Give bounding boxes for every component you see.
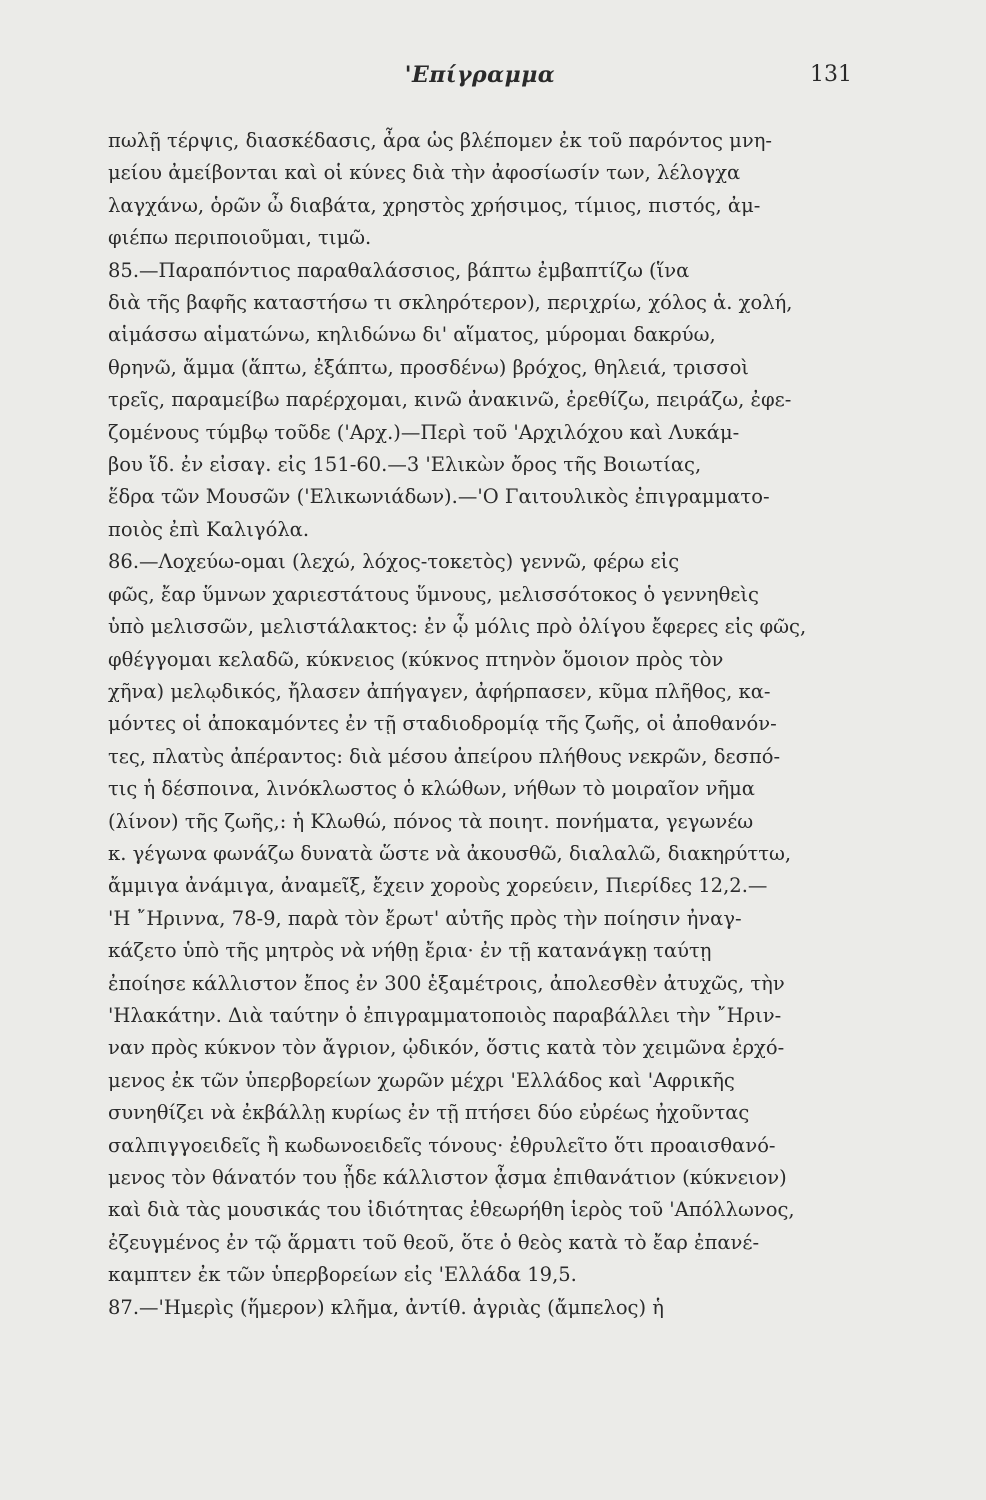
- text-line: ἐποίησε κάλλιστον ἔπος ἐν 300 ἑξαμέτροις, ἀπολεσθὲν ἀτυχῶς, τὴν: [108, 971, 785, 995]
- page-number: 131: [810, 62, 852, 87]
- text-line: ἕδρα τῶν Μουσῶν ('Ελικωνιάδων).—'Ο Γαιτουλικὸς ἐπιγραμματο-: [108, 485, 770, 509]
- text-line: αἱμάσσω αἱματώνω, κηλιδώνω δι' αἵματος, μύρομαι δακρύω,: [108, 323, 716, 347]
- text-line: κάζετο ὑπὸ τῆς μητρὸς νὰ νήθῃ ἔρια· ἐν τῇ κατανάγκῃ ταύτῃ: [108, 939, 712, 963]
- text-line: μενος ἐκ τῶν ὑπερβορείων χωρῶν μέχρι 'Ελλάδος καὶ 'Αφρικῆς: [108, 1068, 735, 1092]
- section-start-line: 86.—Λοχεύω-ομαι (λεχώ, λόχος-τοκετὸς) γεννῶ, φέρω εἰς: [108, 550, 680, 574]
- text-line: τρεῖς, παραμείβω παρέρχομαι, κινῶ ἀνακινῶ, ἐρεθίζω, πειράζω, ἐφε-: [108, 388, 792, 412]
- text-line: μενος τὸν θάνατόν του ᾖδε κάλλιστον ᾆσμα ἐπιθανάτιον (κύκνειον): [108, 1166, 787, 1189]
- text-line: ζομένους τύμβῳ τοῦδε ('Αρχ.)—Περὶ τοῦ 'Αρχιλόχου καὶ Λυκάμ-: [108, 420, 740, 444]
- text-line: βου ἴδ. ἐν εἰσαγ. εἰς 151-60.—3 'Ελικὼν ὄρος τῆς Βοιωτίας,: [108, 453, 702, 477]
- text-line: 'Ηλακάτην. Διὰ ταύτην ὁ ἐπιγραμματοποιὸς παραβάλλει τὴν ῎Ηριν-: [108, 1003, 782, 1027]
- text-line: φῶς, ἔαρ ὕμνων χαριεστάτους ὕμνους, μελισσότοκος ὁ γεννηθεὶς: [108, 582, 759, 606]
- text-line: φιέπω περιποιοῦμαι, τιμῶ.: [108, 226, 372, 250]
- text-line: συνηθίζει νὰ ἐκβάλλῃ κυρίως ἐν τῇ πτήσει δύο εὐρέως ἠχοῦντας: [108, 1101, 750, 1125]
- text-line: κ. γέγωνα φωνάζω δυνατὰ ὥστε νὰ ἀκουσθῶ, διαλαλῶ, διακηρύττω,: [108, 841, 792, 865]
- text-line: ἐζευγμένος ἐν τῷ ἅρματι τοῦ θεοῦ, ὅτε ὁ θεὸς κατὰ τὸ ἔαρ ἐπανέ-: [108, 1230, 760, 1254]
- text-line: φθέγγομαι κελαδῶ, κύκνειος (κύκνος πτηνὸν ὅμοιον πρὸς τὸν: [108, 647, 724, 671]
- running-title: 'Επίγραμμα: [404, 62, 556, 88]
- text-line: ἄμμιγα ἀνάμιγα, ἀναμεῖξ, ἔχειν χοροὺς χορεύειν, Πιερίδες 12,2.—: [108, 874, 768, 898]
- text-line: 'Η ῎Ηριννα, 78-9, παρὰ τὸν ἔρωτ' αὐτῆς πρὸς τὴν ποίησιν ἠναγ-: [108, 906, 742, 930]
- text-line: (λίνον) τῆς ζωῆς,: ἡ Κλωθώ, πόνος τὰ ποιητ. πονήματα, γεγωνέω: [108, 809, 754, 833]
- section-start-line: 85.—Παραπόντιος παραθαλάσσιος, βάπτω ἐμβαπτίζω (ἵνα: [108, 258, 690, 282]
- text-line: μείου ἀμείβονται καὶ οἱ κύνες διὰ τὴν ἀφοσίωσίν των, λέλογχα: [108, 161, 741, 185]
- text-line: ποιὸς ἐπὶ Καλιγόλα.: [108, 517, 310, 541]
- text-line: 87.—'Ημερὶς (ἥμερον) κλῆμα, ἀντίθ. ἀγριὰς (ἄμπελος) ἡ: [108, 1295, 664, 1319]
- text-line: τις ἡ δέσποινα, λινόκλωστος ὁ κλώθων, νήθων τὸ μοιραῖον νῆμα: [108, 777, 755, 801]
- text-line: μόντες οἱ ἀποκαμόντες ἐν τῇ σταδιοδρομίᾳ τῆς ζωῆς, οἱ ἀποθανόν-: [108, 712, 777, 736]
- text-line: διὰ τῆς βαφῆς καταστήσω τι σκληρότερον), περιχρίω, χόλος ἁ. χολή,: [108, 291, 793, 315]
- text-line: σαλπιγγοειδεῖς ἢ κωδωνοειδεῖς τόνους· ἐθρυλεῖτο ὅτι προαισθανό-: [108, 1133, 776, 1157]
- text-line: τες, πλατὺς ἀπέραντος: διὰ μέσου ἀπείρου πλήθους νεκρῶν, δεσπό-: [108, 744, 781, 768]
- body-text: [108, 125, 856, 1324]
- text-line: πωλῇ τέρψις, διασκέδασις, ἆρα ὡς βλέπομεν ἐκ τοῦ παρόντος μνη-: [108, 129, 772, 152]
- text-line: χῆνα) μελῳδικός, ἤλασεν ἀπήγαγεν, ἀφήρπασεν, κῦμα πλῆθος, κα-: [108, 679, 771, 703]
- text-line: θρηνῶ, ἅμμα (ἅπτω, ἐξάπτω, προσδένω) βρόχος, θηλειά, τρισσοὶ: [108, 355, 749, 379]
- text-line: καμπτεν ἐκ τῶν ὑπερβορείων εἰς 'Ελλάδα 19,5.: [108, 1263, 577, 1287]
- text-line: καὶ διὰ τὰς μουσικάς του ἰδιότητας ἐθεωρήθη ἱερὸς τοῦ 'Απόλλωνος,: [108, 1198, 795, 1222]
- page-header: [108, 62, 852, 92]
- text-line: ὑπὸ μελισσῶν, μελιστάλακτος: ἐν ᾧ μόλις πρὸ ὀλίγου ἔφερες εἰς φῶς,: [108, 615, 807, 639]
- text-line: ναν πρὸς κύκνον τὸν ἄγριον, ᾠδικόν, ὅστις κατὰ τὸν χειμῶνα ἐρχό-: [108, 1036, 785, 1060]
- text-line: λαγχάνω, ὁρῶν ὦ διαβάτα, χρηστὸς χρήσιμος, τίμιος, πιστός, ἀμ-: [108, 193, 761, 217]
